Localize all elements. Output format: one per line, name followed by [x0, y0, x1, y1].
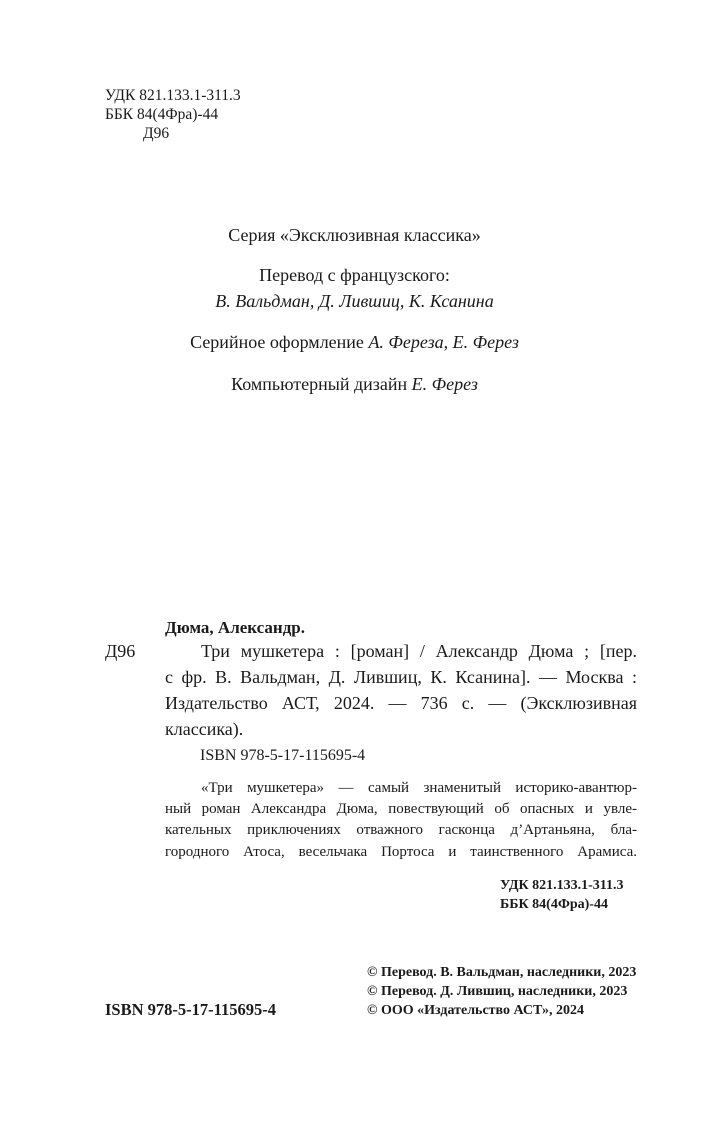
udk-code: УДК 821.133.1-311.3 [105, 87, 241, 104]
classification-block [105, 86, 241, 143]
card-bbk: ББК 84(4Фра)-44 [500, 897, 608, 912]
card-mark: Д96 [105, 641, 136, 661]
desc-line: Три мушкетера : [роман] / Александр Дюма ; [пер. [201, 641, 637, 661]
card-description [165, 638, 637, 742]
desc-line: Издательство АСТ, 2024. — 736 с. — (Эксклюзивная [165, 693, 637, 713]
desc-line: классика). [165, 719, 244, 739]
computer-designer: Е. Ферез [411, 374, 478, 394]
desc-line: с фр. В. Вальдман, Д. Лившиц, К. Ксанина]. — Москва : [165, 667, 637, 687]
copyright-line: © Перевод. Д. Лившиц, наследники, 2023 [367, 984, 628, 999]
card-codes [500, 876, 624, 914]
card-author: Дюма, Александр. [165, 618, 306, 637]
annotation-line: «Три мушкетера» — самый знаменитый историко-авантюр- [201, 780, 637, 796]
card-isbn: ISBN 978-5-17-115695-4 [200, 747, 366, 764]
series-design-line [0, 332, 709, 353]
card-annotation [165, 778, 637, 863]
annotation-line: городного Атоса, весельчака Портоса и таинственного Арамиса. [165, 843, 637, 860]
series-design-label: Серийное оформление [190, 332, 369, 352]
bbk-code: ББК 84(4Фра)-44 [105, 106, 219, 123]
author-mark: Д96 [143, 125, 170, 142]
annotation-line: кательных приключениях отважного гасконца д’Артаньяна, бла- [165, 822, 637, 839]
translation-label: Перевод с французского: [259, 265, 450, 285]
footer-isbn: ISBN 978-5-17-115695-4 [105, 1000, 276, 1019]
copyright-line: © ООО «Издательство АСТ», 2024 [367, 1003, 585, 1018]
translators [0, 291, 709, 312]
series-designers: А. Фереза, Е. Ферез [368, 332, 519, 352]
series-line: Серия «Эксклюзивная классика» [228, 225, 481, 245]
copyright-line: © Перевод. В. Вальдман, наследники, 2023 [367, 965, 637, 980]
card-udk: УДК 821.133.1-311.3 [500, 878, 624, 893]
computer-design-line [0, 374, 709, 395]
copyright-block [367, 963, 636, 1020]
computer-design-label: Компьютерный дизайн [231, 374, 412, 394]
translators-names: В. Вальдман, Д. Лившиц, К. Ксанина [215, 291, 494, 311]
annotation-line: ный роман Александра Дюма, повествующий об опасных и увле- [165, 801, 637, 818]
